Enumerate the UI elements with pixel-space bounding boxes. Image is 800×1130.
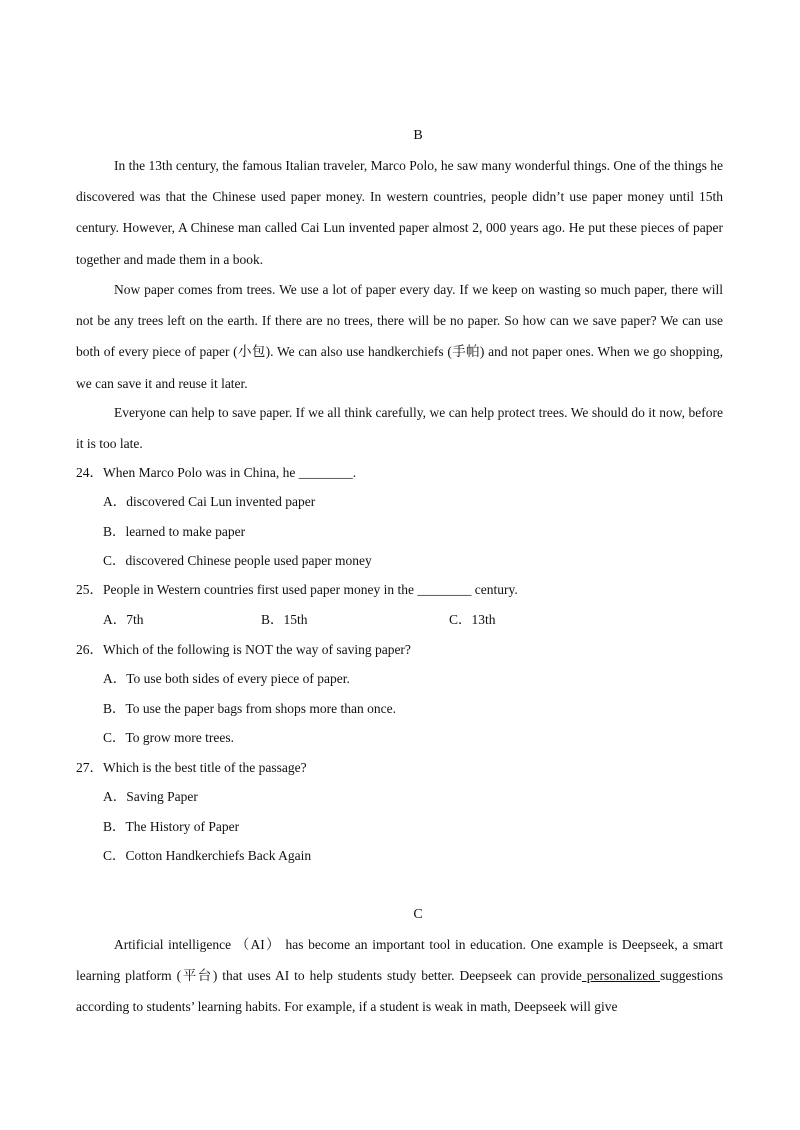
paragraph-text: Now paper comes from trees. We use a lot of paper every day. If we keep on wasting so much paper, there will not be any trees left on the earth. If there are no trees, there will be no paper. So how can we save paper? We can use both of every piece of paper (小包). We can also use handkerchiefs (手帕) and not paper ones. When we go shopping, we can save it and reuse it later. [76,282,723,391]
paragraph-text: Artificial intelligence （AI） has become an important tool in education. One example is Deepseek, a smart learning platform (平台) that uses AI to help students study better. Deepseek can provide [76,937,723,984]
question-27-option-a: A．Saving Paper [103,789,198,804]
section-b-paragraph-2 [76,274,723,399]
question-25-option-b: B．15th [261,612,308,627]
question-25-option-a: A．7th [103,612,144,627]
question-26-stem: 26．Which of the following is NOT the way of saving paper? [76,642,411,657]
underlined-answer: personalized [581,968,660,984]
question-27-option-b: B．The History of Paper [103,819,240,834]
paragraph-text: suggestions according to students’ learning habits. For example, if a student is weak in math, Deepseek will give [76,968,723,1015]
question-24-stem: 24．When Marco Polo was in China, he ________. [76,465,357,480]
paragraph-text: Everyone can help to save paper. If we all think carefully, we can help protect trees. We should do it now, before it is too late. [76,405,723,452]
question-26-option-b: B．To use the paper bags from shops more than once. [103,701,396,716]
question-26-option-c: C．To grow more trees. [103,730,235,745]
section-b-paragraph-3 [76,397,723,459]
question-24-option-a: A．discovered Cai Lun invented paper [103,494,316,509]
question-24-option-b: B．learned to make paper [103,524,246,539]
question-27-option-c: C．Cotton Handkerchiefs Back Again [103,848,312,863]
paragraph-text: In the 13th century, the famous Italian traveler, Marco Polo, he saw many wonderful things. One of the things he discovered was that the Chinese used paper money. In western countries, people didn’t use paper money until 15th century. However, A Chinese man called Cai Lun invented paper almost 2, 000 years ago. He put these pieces of paper together and made them in a book. [76,158,723,267]
section-b-title: B [413,128,423,143]
question-25-options [103,610,703,630]
question-26-option-a: A．To use both sides of every piece of paper. [103,671,350,686]
section-c-paragraph-1 [76,929,723,1023]
question-25-stem: 25．People in Western countries first used paper money in the ________ century. [76,582,518,597]
section-c-title: C [413,907,423,922]
question-27-stem: 27．Which is the best title of the passage? [76,760,307,775]
section-b-paragraph-1 [76,150,723,275]
question-25-option-c: C．13th [449,612,496,627]
question-24-option-c: C．discovered Chinese people used paper money [103,553,372,568]
